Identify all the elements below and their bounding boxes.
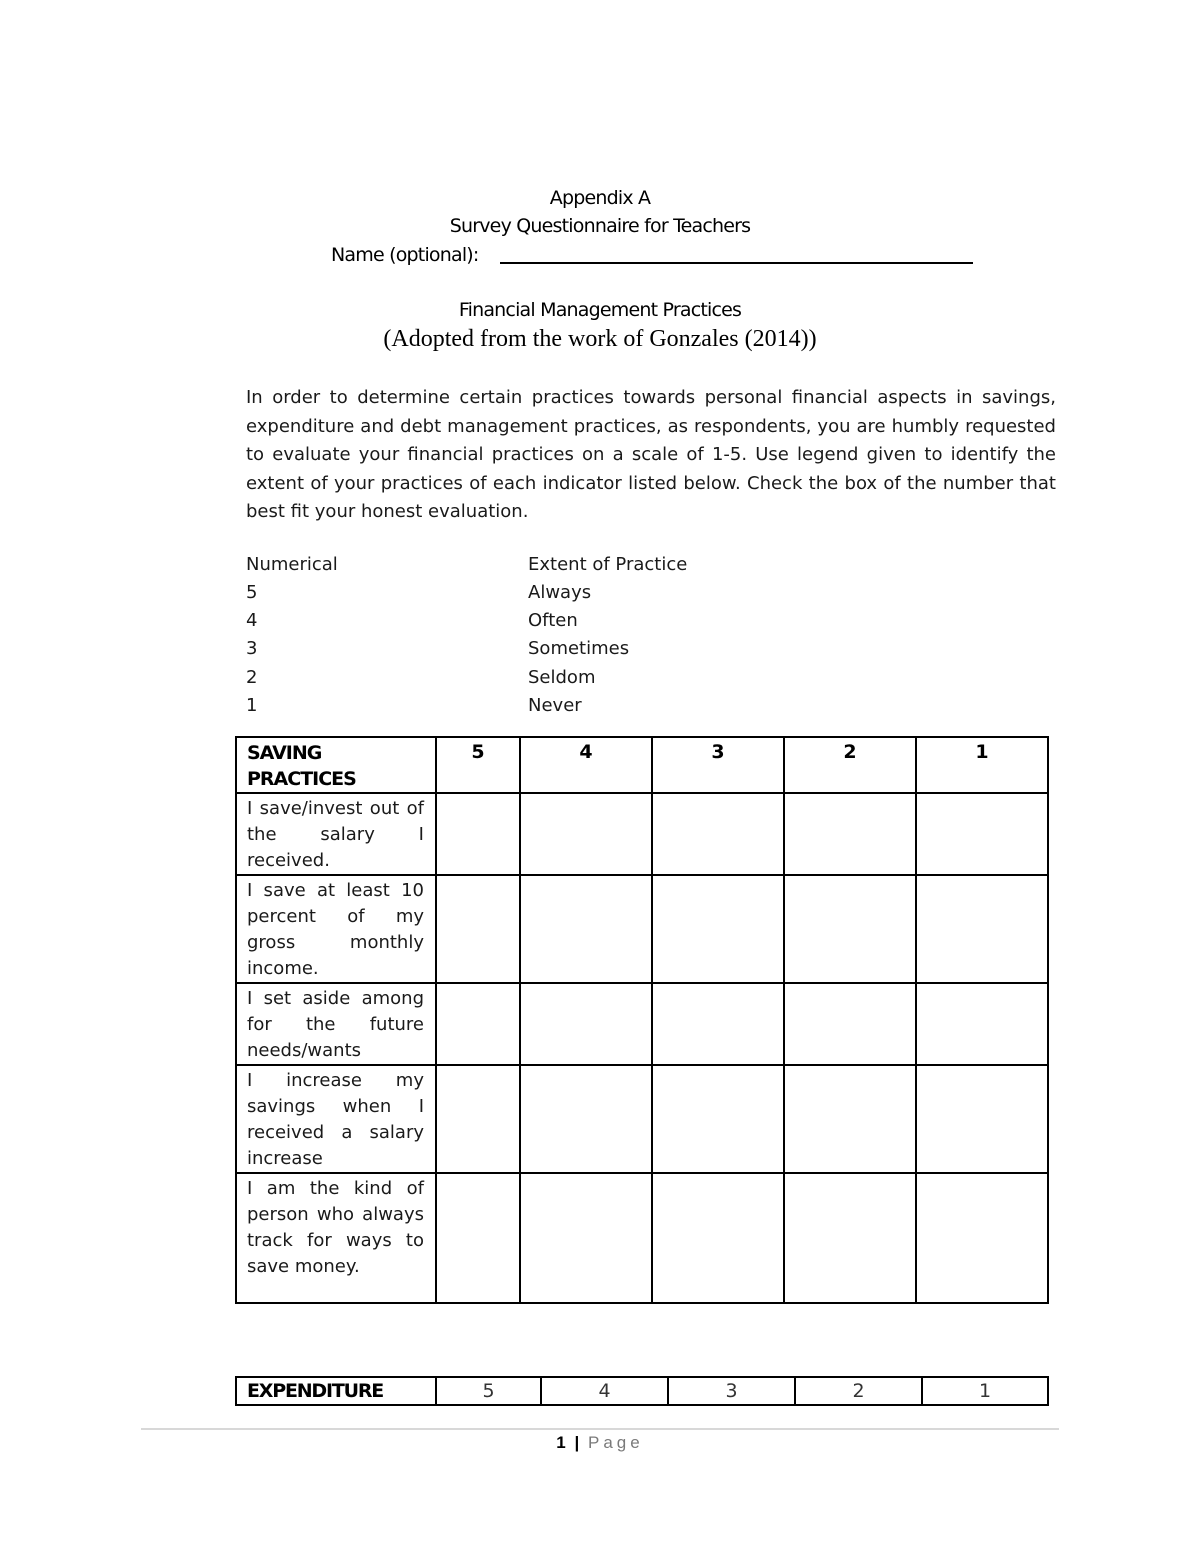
- rating-cell-3[interactable]: [652, 793, 784, 875]
- rating-cell-1[interactable]: [916, 875, 1048, 983]
- legend-numerical-header: Numerical: [246, 554, 338, 575]
- saving-practices-table: [235, 736, 1049, 1304]
- table-row: [236, 793, 1048, 875]
- rating-cell-5[interactable]: [436, 1065, 520, 1173]
- rating-cell-5[interactable]: [436, 793, 520, 875]
- rating-cell-5[interactable]: [436, 983, 520, 1065]
- rating-cell-4[interactable]: [520, 793, 652, 875]
- item-label: I increase my savings when I received a salary increase: [236, 1065, 436, 1173]
- legend-num: 3: [246, 638, 258, 659]
- rating-cell-3[interactable]: [652, 1065, 784, 1173]
- table-header-row: [236, 737, 1048, 793]
- rating-cell-4[interactable]: [520, 1065, 652, 1173]
- rating-cell-2[interactable]: [784, 875, 916, 983]
- table-header-row: [236, 1377, 1048, 1405]
- scale-header-4: 4: [541, 1377, 668, 1405]
- item-label: I save at least 10 percent of my gross monthly income.: [236, 875, 436, 983]
- page-word: Page: [588, 1433, 644, 1452]
- survey-title: Survey Questionnaire for Teachers: [449, 215, 751, 237]
- section-title: Financial Management Practices: [458, 299, 742, 321]
- appendix-heading: Appendix A: [549, 187, 651, 209]
- legend-num: 5: [246, 582, 258, 603]
- saving-practices-header: SAVING PRACTICES: [236, 737, 436, 793]
- scale-header-3: 3: [652, 737, 784, 793]
- table-row: [236, 1065, 1048, 1173]
- rating-cell-5[interactable]: [436, 1173, 520, 1303]
- rating-cell-5[interactable]: [436, 875, 520, 983]
- rating-cell-3[interactable]: [652, 1173, 784, 1303]
- scale-header-5: 5: [436, 1377, 541, 1405]
- rating-cell-2[interactable]: [784, 1173, 916, 1303]
- item-label: I am the kind of person who always track for ways to save money.: [236, 1173, 436, 1303]
- rating-cell-3[interactable]: [652, 983, 784, 1065]
- section-subtitle: (Adopted from the work of Gonzales (2014)): [383, 326, 817, 352]
- rating-cell-3[interactable]: [652, 875, 784, 983]
- expenditure-header: EXPENDITURE: [236, 1377, 436, 1405]
- legend-extent-header: Extent of Practice: [528, 554, 688, 575]
- rating-cell-1[interactable]: [916, 793, 1048, 875]
- scale-header-2: 2: [795, 1377, 922, 1405]
- item-label: I save/invest out of the salary I received.: [236, 793, 436, 875]
- scale-header-4: 4: [520, 737, 652, 793]
- table-row: [236, 983, 1048, 1065]
- rating-cell-1[interactable]: [916, 1173, 1048, 1303]
- table-row: [236, 875, 1048, 983]
- scale-header-5: 5: [436, 737, 520, 793]
- instructions-paragraph: In order to determine certain practices towards personal financial aspects in savings, expenditure and debt management practices, as respondents, you are humbly requested to evaluate your financial practices on a scale of 1-5. Use legend given to identify the extent of your practices of each indicator listed below. Check the box of the number that best fit your honest evaluation.: [246, 387, 1056, 522]
- rating-cell-2[interactable]: [784, 793, 916, 875]
- legend-label: Seldom: [528, 667, 596, 688]
- footer-separator: |: [574, 1433, 580, 1452]
- name-label: Name (optional):: [331, 244, 479, 266]
- scale-header-2: 2: [784, 737, 916, 793]
- legend-num: 2: [246, 667, 258, 688]
- rating-cell-4[interactable]: [520, 983, 652, 1065]
- page-number: 1: [556, 1433, 566, 1452]
- rating-cell-2[interactable]: [784, 1065, 916, 1173]
- scale-header-3: 3: [668, 1377, 795, 1405]
- name-blank-line[interactable]: [500, 262, 973, 264]
- rating-cell-2[interactable]: [784, 983, 916, 1065]
- legend-label: Always: [528, 582, 592, 603]
- legend-num: 4: [246, 610, 258, 631]
- expenditure-table: [235, 1376, 1049, 1406]
- scale-header-1: 1: [922, 1377, 1048, 1405]
- rating-cell-4[interactable]: [520, 875, 652, 983]
- legend-label: Sometimes: [528, 638, 630, 659]
- scale-header-1: 1: [916, 737, 1048, 793]
- rating-cell-1[interactable]: [916, 983, 1048, 1065]
- legend-label: Never: [528, 695, 582, 716]
- item-label: I set aside among for the future needs/wants: [236, 983, 436, 1065]
- legend-label: Often: [528, 610, 578, 631]
- rating-cell-4[interactable]: [520, 1173, 652, 1303]
- table-row: [236, 1173, 1048, 1303]
- legend-num: 1: [246, 695, 258, 716]
- rating-cell-1[interactable]: [916, 1065, 1048, 1173]
- footer-divider: [141, 1428, 1059, 1430]
- page-footer: [0, 1433, 1200, 1453]
